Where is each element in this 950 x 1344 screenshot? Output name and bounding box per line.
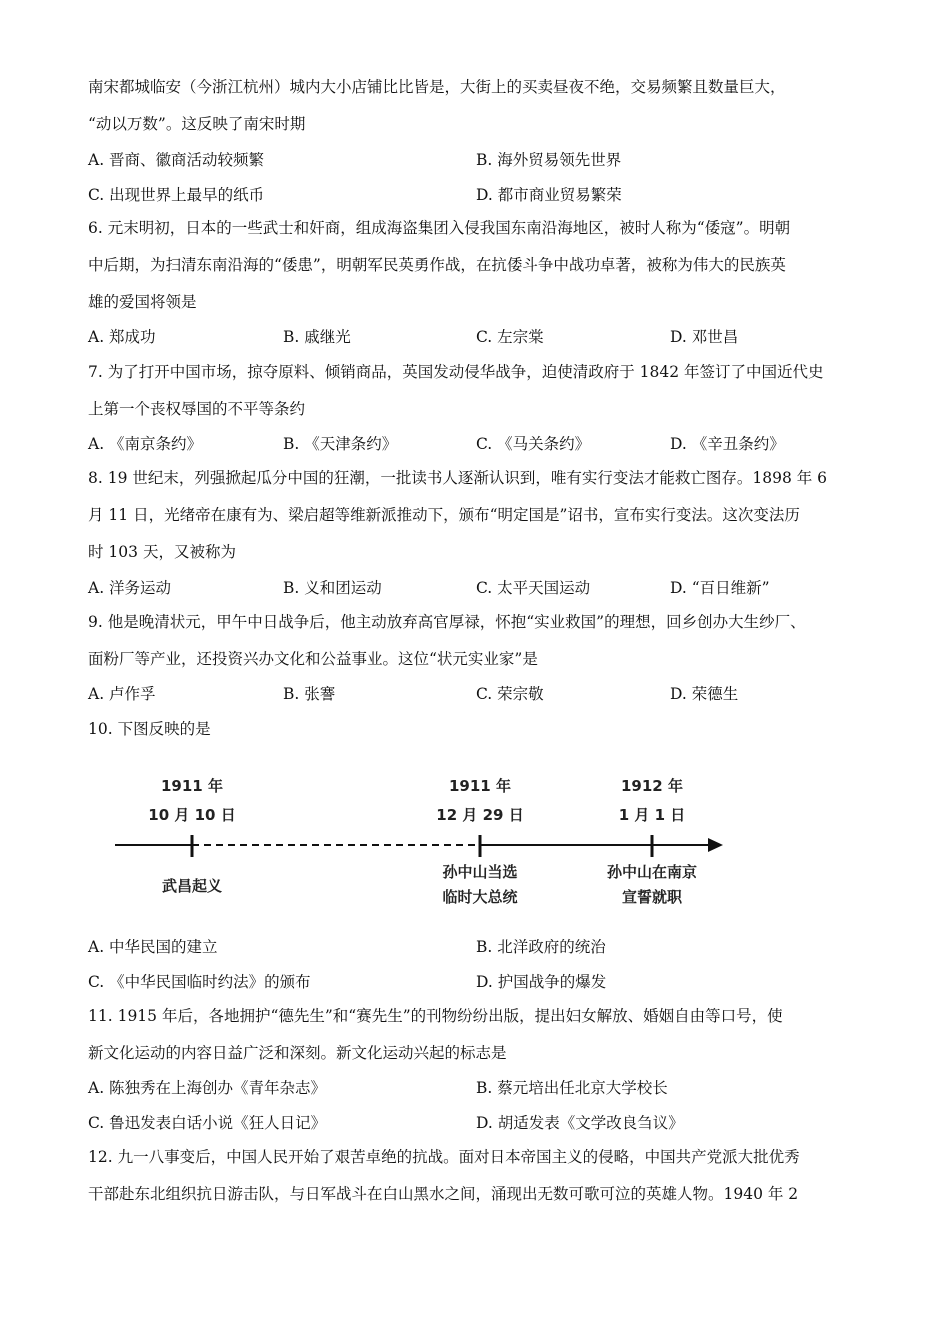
q7-option-a[interactable]: A. 《南京条约》	[88, 435, 203, 453]
q11-option-c[interactable]: C. 鲁迅发表白话小说《狂人日记》	[88, 1114, 327, 1132]
q11-option-b[interactable]: B. 蔡元培出任北京大学校长	[476, 1079, 668, 1097]
q6-option-c[interactable]: C. 左宗棠	[476, 328, 544, 346]
timeline-event-2-line-1: 孙中山当选	[442, 863, 518, 881]
q6-option-d[interactable]: D. 邓世昌	[670, 328, 739, 346]
timeline-event-2-line-2: 临时大总统	[442, 888, 518, 906]
q9-option-b[interactable]: B. 张謇	[283, 685, 336, 703]
q6-line-3: 雄的爱国将领是	[88, 293, 197, 311]
q6-option-a[interactable]: A. 郑成功	[88, 328, 156, 346]
timeline-year-1: 1911 年	[161, 777, 223, 795]
q6-line-1: 6. 元末明初，日本的一些武士和奸商，组成海盗集团入侵我国东南沿海地区，被时人称为“倭寇”。明朝	[88, 219, 791, 237]
q11-option-a[interactable]: A. 陈独秀在上海创办《青年杂志》	[88, 1079, 327, 1097]
q9-line-1: 9. 他是晚清状元，甲午中日战争后，他主动放弃高官厚禄，怀抱“实业救国”的理想，回乡创办大生纱厂、	[88, 613, 806, 631]
q7-line-1: 7. 为了打开中国市场，掠夺原料、倾销商品，英国发动侵华战争，迫使清政府于 1842 年签订了中国近代史	[88, 363, 824, 381]
q9-line-2: 面粉厂等产业，还投资兴办文化和公益事业。这位“状元实业家”是	[88, 650, 538, 668]
timeline-event-3-line-1: 孙中山在南京	[606, 863, 698, 881]
timeline-figure	[100, 765, 740, 915]
q6-line-2: 中后期，为扫清东南沿海的“倭患”，明朝军民英勇作战，在抗倭斗争中战功卓著，被称为伟大的民族英	[88, 256, 786, 274]
timeline-event-1: 武昌起义	[161, 877, 223, 895]
q8-line-2: 月 11 日，光绪帝在康有为、梁启超等维新派推动下，颁布“明定国是”诏书，宣布实行变法。这次变法历	[88, 506, 800, 524]
q11-line-1: 11. 1915 年后，各地拥护“德先生”和“赛先生”的刊物纷纷出版，提出妇女解放、婚姻自由等口号，使	[88, 1007, 783, 1025]
q5-option-c[interactable]: C. 出现世界上最早的纸币	[88, 186, 265, 204]
timeline-date-3: 1 月 1 日	[618, 806, 686, 824]
q9-option-d[interactable]: D. 荣德生	[670, 685, 739, 703]
q8-line-3: 时 103 天，又被称为	[88, 543, 236, 561]
timeline-year-3: 1912 年	[621, 777, 683, 795]
q5-option-b[interactable]: B. 海外贸易领先世界	[476, 151, 622, 169]
timeline-year-2: 1911 年	[449, 777, 511, 795]
q8-option-a[interactable]: A. 洋务运动	[88, 579, 172, 597]
q8-option-c[interactable]: C. 太平天国运动	[476, 579, 591, 597]
q8-option-b[interactable]: B. 义和团运动	[283, 579, 382, 597]
q5-option-a[interactable]: A. 晋商、徽商活动较频繁	[88, 151, 265, 169]
q10-line-1: 10. 下图反映的是	[88, 720, 211, 738]
q10-option-d[interactable]: D. 护国战争的爆发	[476, 973, 607, 991]
q7-option-d[interactable]: D. 《辛丑条约》	[670, 435, 785, 453]
q8-option-d[interactable]: D. “百日维新”	[670, 579, 770, 597]
q7-option-c[interactable]: C. 《马关条约》	[476, 435, 591, 453]
q9-option-c[interactable]: C. 荣宗敬	[476, 685, 544, 703]
q8-line-1: 8. 19 世纪末，列强掀起瓜分中国的狂潮，一批读书人逐渐认识到，唯有实行变法才能救亡图存。1898 年 6	[88, 469, 828, 487]
q7-option-b[interactable]: B. 《天津条约》	[283, 435, 398, 453]
q10-option-b[interactable]: B. 北洋政府的统治	[476, 938, 606, 956]
q7-line-2: 上第一个丧权辱国的不平等条约	[88, 400, 306, 418]
q5-line-2: “动以万数”。这反映了南宋时期	[88, 115, 306, 133]
q5-line-1: 南宋都城临安（今浙江杭州）城内大小店铺比比皆是，大街上的买卖昼夜不绝，交易频繁且数量巨大，	[88, 78, 786, 96]
q10-option-c[interactable]: C. 《中华民国临时约法》的颁布	[88, 973, 311, 991]
timeline-event-3-line-2: 宣誓就职	[621, 888, 683, 906]
q6-option-b[interactable]: B. 戚继光	[283, 328, 351, 346]
q5-option-d[interactable]: D. 都市商业贸易繁荣	[476, 186, 622, 204]
q11-line-2: 新文化运动的内容日益广泛和深刻。新文化运动兴起的标志是	[88, 1044, 507, 1062]
timeline-date-2: 12 月 29 日	[436, 806, 524, 824]
q12-line-2: 干部赴东北组织抗日游击队，与日军战斗在白山黑水之间，涌现出无数可歌可泣的英雄人物。1940 年 2	[88, 1185, 799, 1203]
q11-option-d[interactable]: D. 胡适发表《文学改良刍议》	[476, 1114, 684, 1132]
timeline-arrowhead	[708, 838, 723, 852]
timeline-date-1: 10 月 10 日	[148, 806, 236, 824]
q9-option-a[interactable]: A. 卢作孚	[88, 685, 156, 703]
q10-option-a[interactable]: A. 中华民国的建立	[88, 938, 218, 956]
q12-line-1: 12. 九一八事变后，中国人民开始了艰苦卓绝的抗战。面对日本帝国主义的侵略，中国共产党派大批优秀	[88, 1148, 800, 1166]
